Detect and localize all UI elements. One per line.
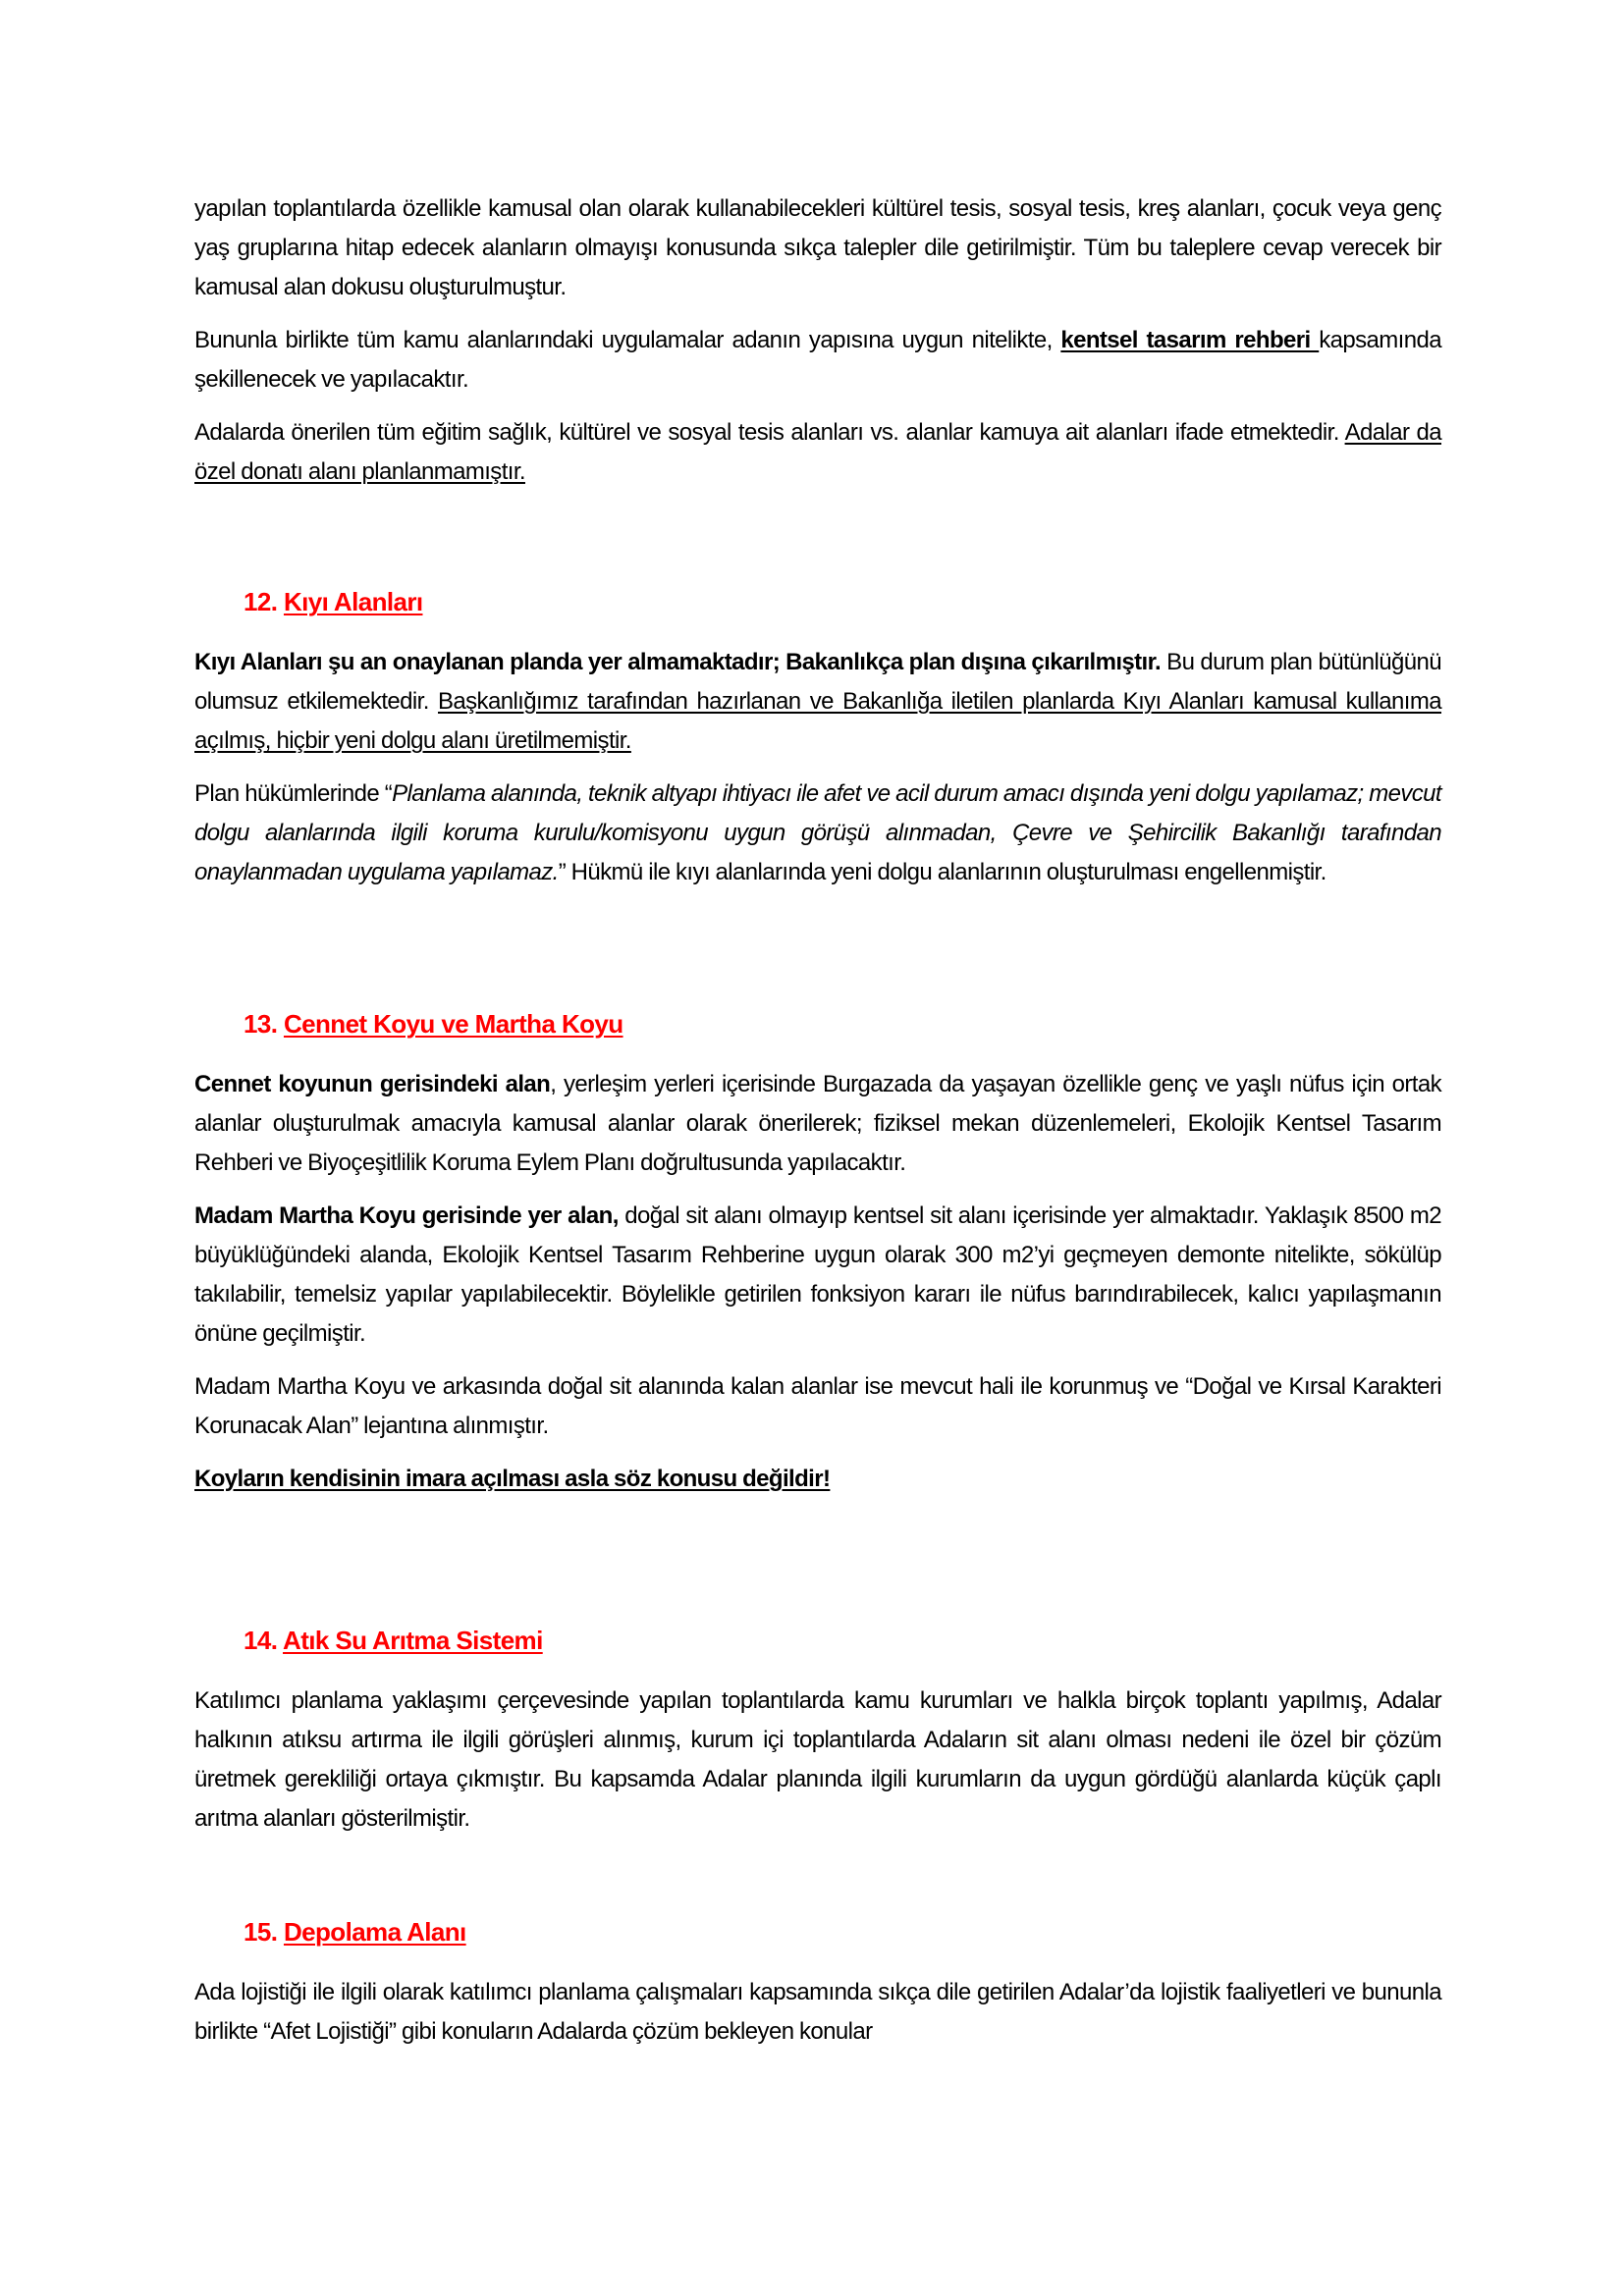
- intro-paragraph-2: [194, 321, 1441, 400]
- kentsel-tasarim-rehberi-emphasis: kentsel tasarım rehberi: [1060, 327, 1320, 353]
- underlined-statement: Adalar da özel donatı alanı planlanmamıştır.: [194, 419, 1441, 485]
- text-run: doğal sit alanı olmayıp kentsel sit alanı içerisinde yer almaktadır. Yaklaşık 8500 m2 büyüklüğündeki alanda, Ekolojik Kentsel Tasarım Rehberine uygun olarak 300 m2’yi geçmeyen demonte nitelikte, sökülüp takılabilir, temelsiz yapılar yapılabilecektir. Böylelikle getirilen fonksiyon kararı ile nüfus barındırabilecek, kalıcı yapılaşmanın önüne geçilmiştir.: [194, 1202, 1441, 1347]
- section-12: [194, 582, 1441, 906]
- section-number: 13.: [244, 1009, 278, 1039]
- section-heading: [194, 1912, 1441, 1951]
- section-number: 15.: [244, 1917, 278, 1947]
- section-heading: [194, 582, 1441, 621]
- section-12-paragraph-2: [194, 774, 1441, 892]
- section-13-paragraph-3: Madam Martha Koyu ve arkasında doğal sit alanında kalan alanlar ise mevcut hali ile korunmuş ve “Doğal ve Kırsal Karakteri Korunacak Alan” lejantına alınmıştır.: [194, 1373, 1441, 1439]
- section-heading: [194, 1621, 1441, 1660]
- section-title: Kıyı Alanları: [283, 587, 423, 616]
- section-13-paragraph-1: [194, 1065, 1441, 1183]
- section-14: [194, 1621, 1441, 1852]
- section-15-paragraph-1: Ada lojistiği ile ilgili olarak katılımcı planlama çalışmaları kapsamında sıkça dile getirilen Adalar’da lojistik faaliyetleri ve bununla birlikte “Afet Lojistiği” gibi konuların Adalarda çözüm bekleyen konular: [194, 1979, 1441, 2045]
- text-run: ” Hükmü ile kıyı alanlarında yeni dolgu alanlarının oluşturulması engellenmiştir.: [558, 859, 1326, 885]
- section-15: [194, 1912, 1441, 2065]
- section-13: [194, 1004, 1441, 1513]
- intro-block: [194, 189, 1441, 506]
- emphasized-statement: Koyların kendisinin imara açılması asla söz konusu değildir!: [194, 1466, 831, 1492]
- section-12-paragraph-1: [194, 643, 1441, 761]
- text-run: Bununla birlikte tüm kamu alanlarındaki uygulamalar adanın yapısına uygun nitelikte,: [194, 327, 1061, 353]
- section-number: 14.: [244, 1626, 278, 1655]
- text-run: kapsamında şekillenecek ve yapılacaktır.: [194, 327, 1441, 393]
- bold-run: Kıyı Alanları şu an onaylanan planda yer almamaktadır; Bakanlıkça plan dışına çıkarılmıştır.: [194, 649, 1162, 675]
- section-title: Atık Su Arıtma Sistemi: [283, 1626, 543, 1655]
- section-14-paragraph-1: Katılımcı planlama yaklaşımı çerçevesinde yapılan toplantılarda kamu kurumları ve halkla birçok toplantı yapılmış, Adalar halkının atıksu artırma ile ilgili görüşleri alınmış, kurum içi toplantılarda Adaların sit alanı olması nedeni ile özel bir çözüm üretmek gerekliliği ortaya çıkmıştır. Bu kapsamda Adalar planında ilgili kurumların da uygun gördüğü alanlarda küçük çaplı arıtma alanları gösterilmiştir.: [194, 1687, 1441, 1832]
- intro-paragraph-1: yapılan toplantılarda özellikle kamusal olan olarak kullanabilecekleri kültürel tesis, sosyal tesis, kreş alanları, çocuk veya genç yaş gruplarına hitap edecek alanların olmayışı konusunda sıkça talepler dile getirilmiştir. Tüm bu taleplere cevap verecek bir kamusal alan dokusu oluşturulmuştur.: [194, 195, 1441, 300]
- bold-run: Cennet koyunun gerisindeki alan: [194, 1071, 551, 1097]
- section-13-paragraph-4: [194, 1460, 1441, 1499]
- section-number: 12.: [244, 587, 278, 616]
- quoted-italic-run: Planlama alanında, teknik altyapı ihtiyacı ile afet ve acil durum amacı dışında yeni dolgu yapılamaz; mevcut dolgu alanlarında ilgili koruma kurulu/komisyonu uygun görüşü alınmadan, Çevre ve Şehircilik Bakanlığı tarafından onaylanmadan uygulama yapılamaz.: [194, 780, 1441, 885]
- intro-paragraph-3: [194, 413, 1441, 492]
- text-run: Plan hükümlerinde “: [194, 780, 393, 807]
- section-13-paragraph-2: [194, 1197, 1441, 1354]
- section-heading: [194, 1004, 1441, 1043]
- bold-run: Madam Martha Koyu gerisinde yer alan,: [194, 1202, 619, 1229]
- text-run: Adalarda önerilen tüm eğitim sağlık, kültürel ve sosyal tesis alanları vs. alanlar kamuya ait alanları ifade etmektedir.: [194, 419, 1345, 446]
- text-run: Bu durum plan bütünlüğünü olumsuz etkilemektedir.: [194, 649, 1441, 715]
- section-title: Depolama Alanı: [283, 1917, 466, 1947]
- text-run: , yerleşim yerleri içerisinde Burgazada da yaşayan özellikle genç ve yaşlı nüfus için ortak alanlar oluşturulmak amacıyla kamusal alanlar olarak önerilerek; fiziksel mekan düzenlemeleri, Ekolojik Kentsel Tasarım Rehberi ve Biyoçeşitlilik Koruma Eylem Planı doğrultusunda yapılacaktır.: [194, 1071, 1441, 1176]
- underlined-run: Başkanlığımız tarafından hazırlanan ve Bakanlığa iletilen planlarda Kıyı Alanları kamusal kullanıma açılmış, hiçbir yeni dolgu alanı üretilmemiştir.: [194, 688, 1441, 754]
- section-title: Cennet Koyu ve Martha Koyu: [283, 1009, 623, 1039]
